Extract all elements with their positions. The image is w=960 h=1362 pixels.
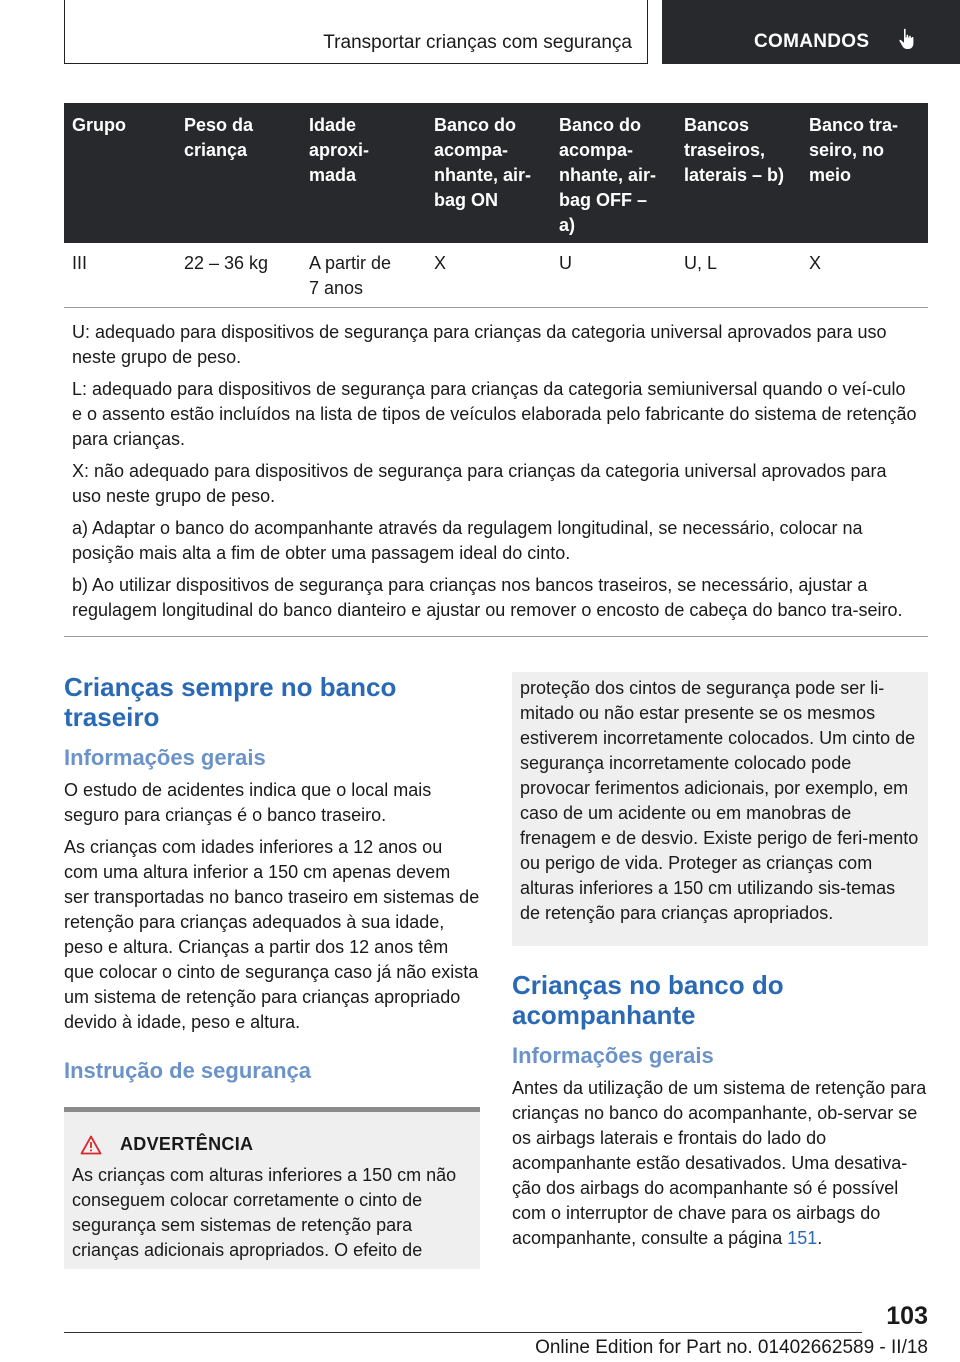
header-cell: Bancos traseiros, laterais – b) — [684, 115, 785, 185]
paragraph-text: Antes da utilização de um sistema de retenção para crianças no banco do acompanhante, ob‐servar se os airbags laterais e frontais do lado do acompanhante estão desativados. Uma desativa‐ção dos airbags do acompanhante só é possível com o interruptor de chave para os airbags do acompanhante, consulte a página — [512, 1078, 927, 1248]
paragraph: As crianças com idades inferiores a 12 anos ou com uma altura inferior a 150 cm apenas devem ser transportadas no banco traseiro em sistemas de retenção para crianças adequados à sua idade, peso e altura. Crianças a partir dos 12 anos têm que colocar o cinto de segurança caso já não exista um sistema de retenção para crianças apropriado devido à idade, peso e altura. — [64, 837, 480, 1032]
subsection-heading: Instrução de segurança — [64, 1058, 311, 1083]
warning-text: As crianças com alturas inferiores a 150 cm não conseguem colocar corretamente o cinto de segurança sem sistemas de retenção para crianças adicionais apropriados. O efeito de — [72, 1165, 457, 1260]
section-heading: Crianças sempre no banco traseiro — [64, 672, 397, 732]
table-cell: III — [72, 253, 88, 273]
page-reference-link[interactable]: 151 — [787, 1228, 818, 1248]
page-number: 103 — [886, 1302, 928, 1330]
table-cell: X — [809, 253, 822, 273]
table-row — [64, 243, 928, 308]
left-column — [64, 672, 480, 1269]
hand-pointer-icon — [896, 27, 920, 51]
header-cell: Grupo — [72, 115, 126, 135]
section-heading: Crianças no banco do acompanhante — [512, 970, 784, 1030]
table-note: a) Adaptar o banco do acompanhante através da regulagem longitudinal, se necessário, colocar na posição mais alta a fim de obter uma passagem ideal do cinto. — [72, 518, 863, 563]
warning-header — [80, 1134, 472, 1155]
paragraph — [512, 1076, 928, 1251]
table-cell: U, L — [684, 253, 718, 273]
table-note: L: adequado para dispositivos de segurança para crianças da categoria semiuniversal quando o veí‐culo e o assento estão incluídos na lista de tipos de veículos elaborada pelo fabricante do sistema de retenção para crianças. — [72, 379, 917, 449]
table-note: U: adequado para dispositivos de segurança para crianças da categoria universal aprovados para uso neste grupo de peso. — [72, 322, 887, 367]
table-header — [64, 103, 928, 243]
warning-text: proteção dos cintos de segurança pode ser li‐mitado ou não estar presente se os mesmos estiverem incorretamente colocados. Um cinto de segurança incorretamente colocado pode provocar ferimentos adicionais, por exemplo, em caso de um acidente ou em manobras de frenagem e de desvio. Existe perigo de feri‐mento ou perigo de vida. Proteger as crianças com alturas inferiores a 150 cm utilizando sis‐temas de retenção para crianças apropriados. — [520, 678, 919, 923]
warning-triangle-icon — [80, 1135, 102, 1155]
footer-divider — [64, 1332, 862, 1333]
header-cell: Banco do acompa‐ nhante, air‐ bag ON — [434, 115, 532, 210]
header-cell: Banco tra‐ seiro, no meio — [809, 115, 899, 185]
subsection-heading: Informações gerais — [512, 1043, 714, 1068]
warning-box-continued — [512, 672, 928, 946]
table-notes — [64, 308, 928, 637]
table-note: X: não adequado para dispositivos de segurança para crianças da categoria universal aprovados para uso neste grupo de peso. — [72, 461, 887, 506]
chapter-tab-label[interactable]: COMANDOS — [754, 31, 870, 52]
header-cell: Peso da criança — [184, 115, 254, 160]
subsection-heading: Informações gerais — [64, 745, 266, 770]
edition-footer: Online Edition for Part no. 01402662589 - II/18 — [535, 1337, 928, 1358]
table-cell: U — [559, 253, 572, 273]
right-column — [512, 672, 928, 1251]
child-seat-table — [64, 103, 928, 637]
header-cell: Banco do acompa‐ nhante, air‐ bag OFF – a) — [559, 115, 657, 235]
section-title: Transportar crianças com segurança — [323, 32, 632, 53]
header-cell: Idade aproxi‐ mada — [309, 115, 370, 185]
table-cell: A partir de 7 anos — [309, 253, 392, 298]
paragraph: O estudo de acidentes indica que o local mais seguro para crianças é o banco traseiro. — [64, 780, 432, 825]
warning-title: ADVERTÊNCIA — [120, 1134, 254, 1154]
paragraph-end: . — [817, 1228, 823, 1248]
table-note: b) Ao utilizar dispositivos de segurança para crianças nos bancos traseiros, se necessário, ajustar a regulagem longitudinal do banco dianteiro e ajustar ou remover o encosto de cabeça do banco tra‐seiro. — [72, 575, 903, 620]
warning-box — [64, 1107, 480, 1269]
table-cell: X — [434, 253, 447, 273]
table-cell: 22 – 36 kg — [184, 253, 269, 273]
